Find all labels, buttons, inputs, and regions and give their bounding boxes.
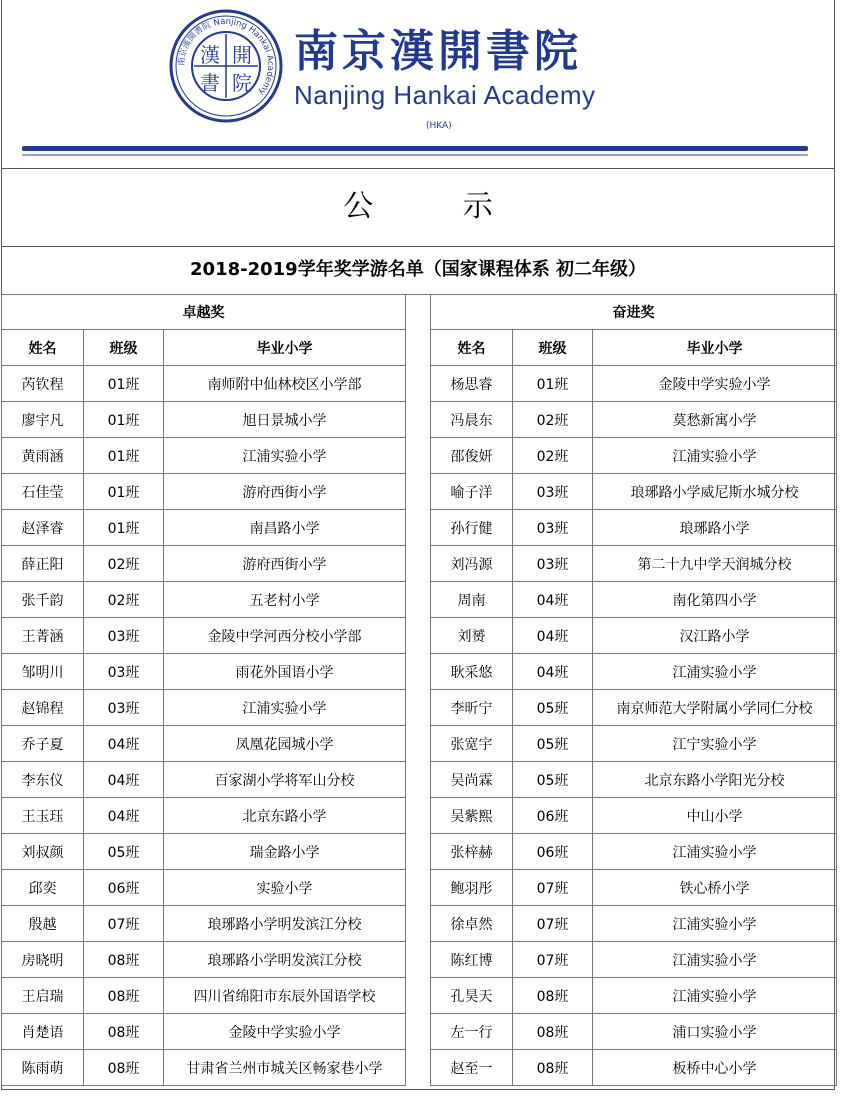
table-row	[431, 834, 837, 870]
cell-name: 石佳莹	[2, 474, 84, 510]
cell-name: 刘冯源	[431, 546, 513, 582]
cell-name: 孔昊天	[431, 978, 513, 1014]
cell-name: 王菁涵	[2, 618, 84, 654]
cell-class: 03班	[84, 654, 164, 690]
cell-name: 陈红博	[431, 942, 513, 978]
cell-name: 吴紫熙	[431, 798, 513, 834]
seal-char: 書	[200, 71, 220, 95]
cell-class: 01班	[84, 366, 164, 402]
cell-school: 江浦实验小学	[593, 654, 837, 690]
cell-school: 铁心桥小学	[593, 870, 837, 906]
table-row	[431, 942, 837, 978]
cell-school: 浦口实验小学	[593, 1014, 837, 1050]
cell-class: 03班	[513, 510, 593, 546]
table-row	[431, 402, 837, 438]
table-row	[431, 870, 837, 906]
cell-name: 周南	[431, 582, 513, 618]
cell-class: 06班	[513, 798, 593, 834]
cell-class: 08班	[84, 942, 164, 978]
cell-school: 第二十九中学天润城分校	[593, 546, 837, 582]
cell-name: 冯晨东	[431, 402, 513, 438]
table-row	[431, 582, 837, 618]
cell-class: 04班	[84, 762, 164, 798]
cell-name: 黄雨涵	[2, 438, 84, 474]
table-row	[2, 402, 406, 438]
cell-school: 游府西街小学	[164, 474, 406, 510]
cell-name: 乔子夏	[2, 726, 84, 762]
table-row	[431, 726, 837, 762]
table-row	[2, 1050, 406, 1086]
table-row	[431, 690, 837, 726]
cell-name: 吴尚霖	[431, 762, 513, 798]
cell-school: 北京东路小学	[164, 798, 406, 834]
cell-name: 邱奕	[2, 870, 84, 906]
cell-school: 南京师范大学附属小学同仁分校	[593, 690, 837, 726]
cell-name: 李昕宁	[431, 690, 513, 726]
column-header-class: 班级	[513, 330, 593, 366]
cell-name: 芮钦程	[2, 366, 84, 402]
cell-school: 金陵中学河西分校小学部	[164, 618, 406, 654]
cell-school: 琅琊路小学明发滨江分校	[164, 942, 406, 978]
cell-name: 左一行	[431, 1014, 513, 1050]
cell-school: 游府西街小学	[164, 546, 406, 582]
cell-school: 汉江路小学	[593, 618, 837, 654]
group-header: 卓越奖	[2, 295, 406, 330]
cell-name: 房晓明	[2, 942, 84, 978]
table-row	[2, 582, 406, 618]
list-subtitle: 2018-2019学年奖学游名单（国家课程体系 初二年级）	[2, 246, 834, 295]
table-row	[2, 474, 406, 510]
table-row	[2, 618, 406, 654]
cell-school: 南昌路小学	[164, 510, 406, 546]
column-header-school: 毕业小学	[164, 330, 406, 366]
table-row	[431, 1014, 837, 1050]
cell-class: 06班	[513, 834, 593, 870]
cell-school: 南化第四小学	[593, 582, 837, 618]
cell-school: 琅琊路小学	[593, 510, 837, 546]
cell-name: 鲍羽彤	[431, 870, 513, 906]
table-row	[2, 690, 406, 726]
cell-name: 廖宇凡	[2, 402, 84, 438]
table-row	[2, 654, 406, 690]
table-row	[2, 834, 406, 870]
cell-name: 张千韵	[2, 582, 84, 618]
cell-class: 07班	[513, 870, 593, 906]
cell-name: 赵锦程	[2, 690, 84, 726]
table-row	[2, 870, 406, 906]
seal-char: 漢	[200, 43, 220, 67]
cell-school: 江浦实验小学	[593, 978, 837, 1014]
table-row	[431, 798, 837, 834]
table-row	[2, 510, 406, 546]
cell-class: 08班	[513, 1050, 593, 1086]
cell-school: 实验小学	[164, 870, 406, 906]
cell-class: 03班	[84, 618, 164, 654]
cell-name: 王玉珏	[2, 798, 84, 834]
cell-name: 邵俊妍	[431, 438, 513, 474]
cell-name: 赵泽睿	[2, 510, 84, 546]
cell-school: 北京东路小学阳光分校	[593, 762, 837, 798]
cell-school: 四川省绵阳市东辰外国语学校	[164, 978, 406, 1014]
cell-school: 莫愁新寓小学	[593, 402, 837, 438]
header-rule-thin	[22, 154, 808, 156]
cell-class: 01班	[84, 474, 164, 510]
cell-name: 王启瑞	[2, 978, 84, 1014]
table-row	[431, 654, 837, 690]
header-rule	[22, 146, 808, 151]
cell-school: 江浦实验小学	[593, 906, 837, 942]
cell-class: 01班	[84, 510, 164, 546]
table-row	[431, 474, 837, 510]
cell-class: 08班	[513, 1014, 593, 1050]
cell-name: 肖楚语	[2, 1014, 84, 1050]
academy-name-en: Nanjing Hankai Academy	[294, 80, 596, 110]
cell-class: 07班	[513, 942, 593, 978]
table-row	[2, 906, 406, 942]
cell-class: 03班	[84, 690, 164, 726]
excellence-award-table	[1, 294, 406, 1086]
column-header-class: 班级	[84, 330, 164, 366]
cell-name: 殷越	[2, 906, 84, 942]
table-row	[431, 978, 837, 1014]
table-row	[2, 546, 406, 582]
seal-char: 院	[232, 71, 252, 95]
cell-class: 08班	[84, 978, 164, 1014]
table-row	[431, 618, 837, 654]
cell-name: 孙行健	[431, 510, 513, 546]
cell-class: 05班	[513, 762, 593, 798]
cell-class: 02班	[84, 546, 164, 582]
table-row	[2, 978, 406, 1014]
cell-name: 李东仪	[2, 762, 84, 798]
column-header-name: 姓名	[2, 330, 84, 366]
cell-school: 江浦实验小学	[593, 438, 837, 474]
cell-name: 杨思睿	[431, 366, 513, 402]
cell-class: 05班	[513, 726, 593, 762]
table-row	[431, 438, 837, 474]
cell-class: 07班	[513, 906, 593, 942]
cell-class: 01班	[84, 438, 164, 474]
group-header: 奋进奖	[431, 295, 837, 330]
cell-school: 金陵中学实验小学	[164, 1014, 406, 1050]
table-row	[2, 366, 406, 402]
cell-name: 喻子洋	[431, 474, 513, 510]
cell-school: 五老村小学	[164, 582, 406, 618]
cell-class: 07班	[84, 906, 164, 942]
cell-school: 旭日景城小学	[164, 402, 406, 438]
cell-name: 薛正阳	[2, 546, 84, 582]
cell-class: 04班	[513, 654, 593, 690]
cell-school: 甘肃省兰州市城关区畅家巷小学	[164, 1050, 406, 1086]
table-row	[431, 1050, 837, 1086]
cell-school: 瑞金路小学	[164, 834, 406, 870]
table-row	[2, 762, 406, 798]
cell-class: 01班	[84, 402, 164, 438]
cell-class: 04班	[513, 618, 593, 654]
cell-school: 琅琊路小学明发滨江分校	[164, 906, 406, 942]
cell-name: 赵至一	[431, 1050, 513, 1086]
cell-school: 江浦实验小学	[164, 690, 406, 726]
cell-school: 江宁实验小学	[593, 726, 837, 762]
cell-name: 邹明川	[2, 654, 84, 690]
cell-school: 江浦实验小学	[164, 438, 406, 474]
cell-school: 百家湖小学将军山分校	[164, 762, 406, 798]
table-row	[431, 546, 837, 582]
table-row	[2, 1014, 406, 1050]
cell-name: 张宽宇	[431, 726, 513, 762]
cell-class: 04班	[513, 582, 593, 618]
cell-name: 张梓赫	[431, 834, 513, 870]
table-row	[2, 942, 406, 978]
academy-abbr: (HKA)	[426, 121, 452, 131]
cell-class: 06班	[84, 870, 164, 906]
cell-name: 陈雨萌	[2, 1050, 84, 1086]
cell-name: 刘赟	[431, 618, 513, 654]
cell-class: 08班	[84, 1050, 164, 1086]
column-header-name: 姓名	[431, 330, 513, 366]
cell-class: 04班	[84, 726, 164, 762]
seal-ring-text: 南京漢開書院 Nanjing Hankai Academy	[176, 16, 276, 97]
cell-class: 01班	[513, 366, 593, 402]
table-row	[2, 726, 406, 762]
cell-name: 刘叔颜	[2, 834, 84, 870]
cell-class: 08班	[513, 978, 593, 1014]
academy-seal-icon	[168, 8, 284, 124]
cell-class: 03班	[513, 546, 593, 582]
cell-school: 凤凰花园城小学	[164, 726, 406, 762]
cell-name: 耿采悠	[431, 654, 513, 690]
notice-title: 公 示	[2, 168, 834, 247]
cell-school: 琅琊路小学威尼斯水城分校	[593, 474, 837, 510]
table-gap	[405, 294, 430, 1090]
table-row	[431, 762, 837, 798]
cell-school: 南师附中仙林校区小学部	[164, 366, 406, 402]
cell-school: 江浦实验小学	[593, 834, 837, 870]
letterhead	[2, 0, 834, 169]
academy-name-cn: 南京漢開書院	[294, 26, 582, 77]
cell-class: 03班	[513, 474, 593, 510]
cell-class: 02班	[513, 438, 593, 474]
cell-class: 05班	[84, 834, 164, 870]
cell-class: 04班	[84, 798, 164, 834]
cell-name: 徐卓然	[431, 906, 513, 942]
cell-class: 08班	[84, 1014, 164, 1050]
cell-class: 02班	[513, 402, 593, 438]
cell-school: 金陵中学实验小学	[593, 366, 837, 402]
cell-class: 05班	[513, 690, 593, 726]
cell-class: 02班	[84, 582, 164, 618]
cell-school: 江浦实验小学	[593, 942, 837, 978]
column-header-school: 毕业小学	[593, 330, 837, 366]
table-row	[2, 438, 406, 474]
cell-school: 雨花外国语小学	[164, 654, 406, 690]
seal-char: 開	[232, 43, 252, 67]
table-row	[431, 906, 837, 942]
table-row	[2, 798, 406, 834]
table-row	[431, 366, 837, 402]
table-row	[431, 510, 837, 546]
cell-school: 中山小学	[593, 798, 837, 834]
progress-award-table	[430, 294, 837, 1086]
cell-school: 板桥中心小学	[593, 1050, 837, 1086]
